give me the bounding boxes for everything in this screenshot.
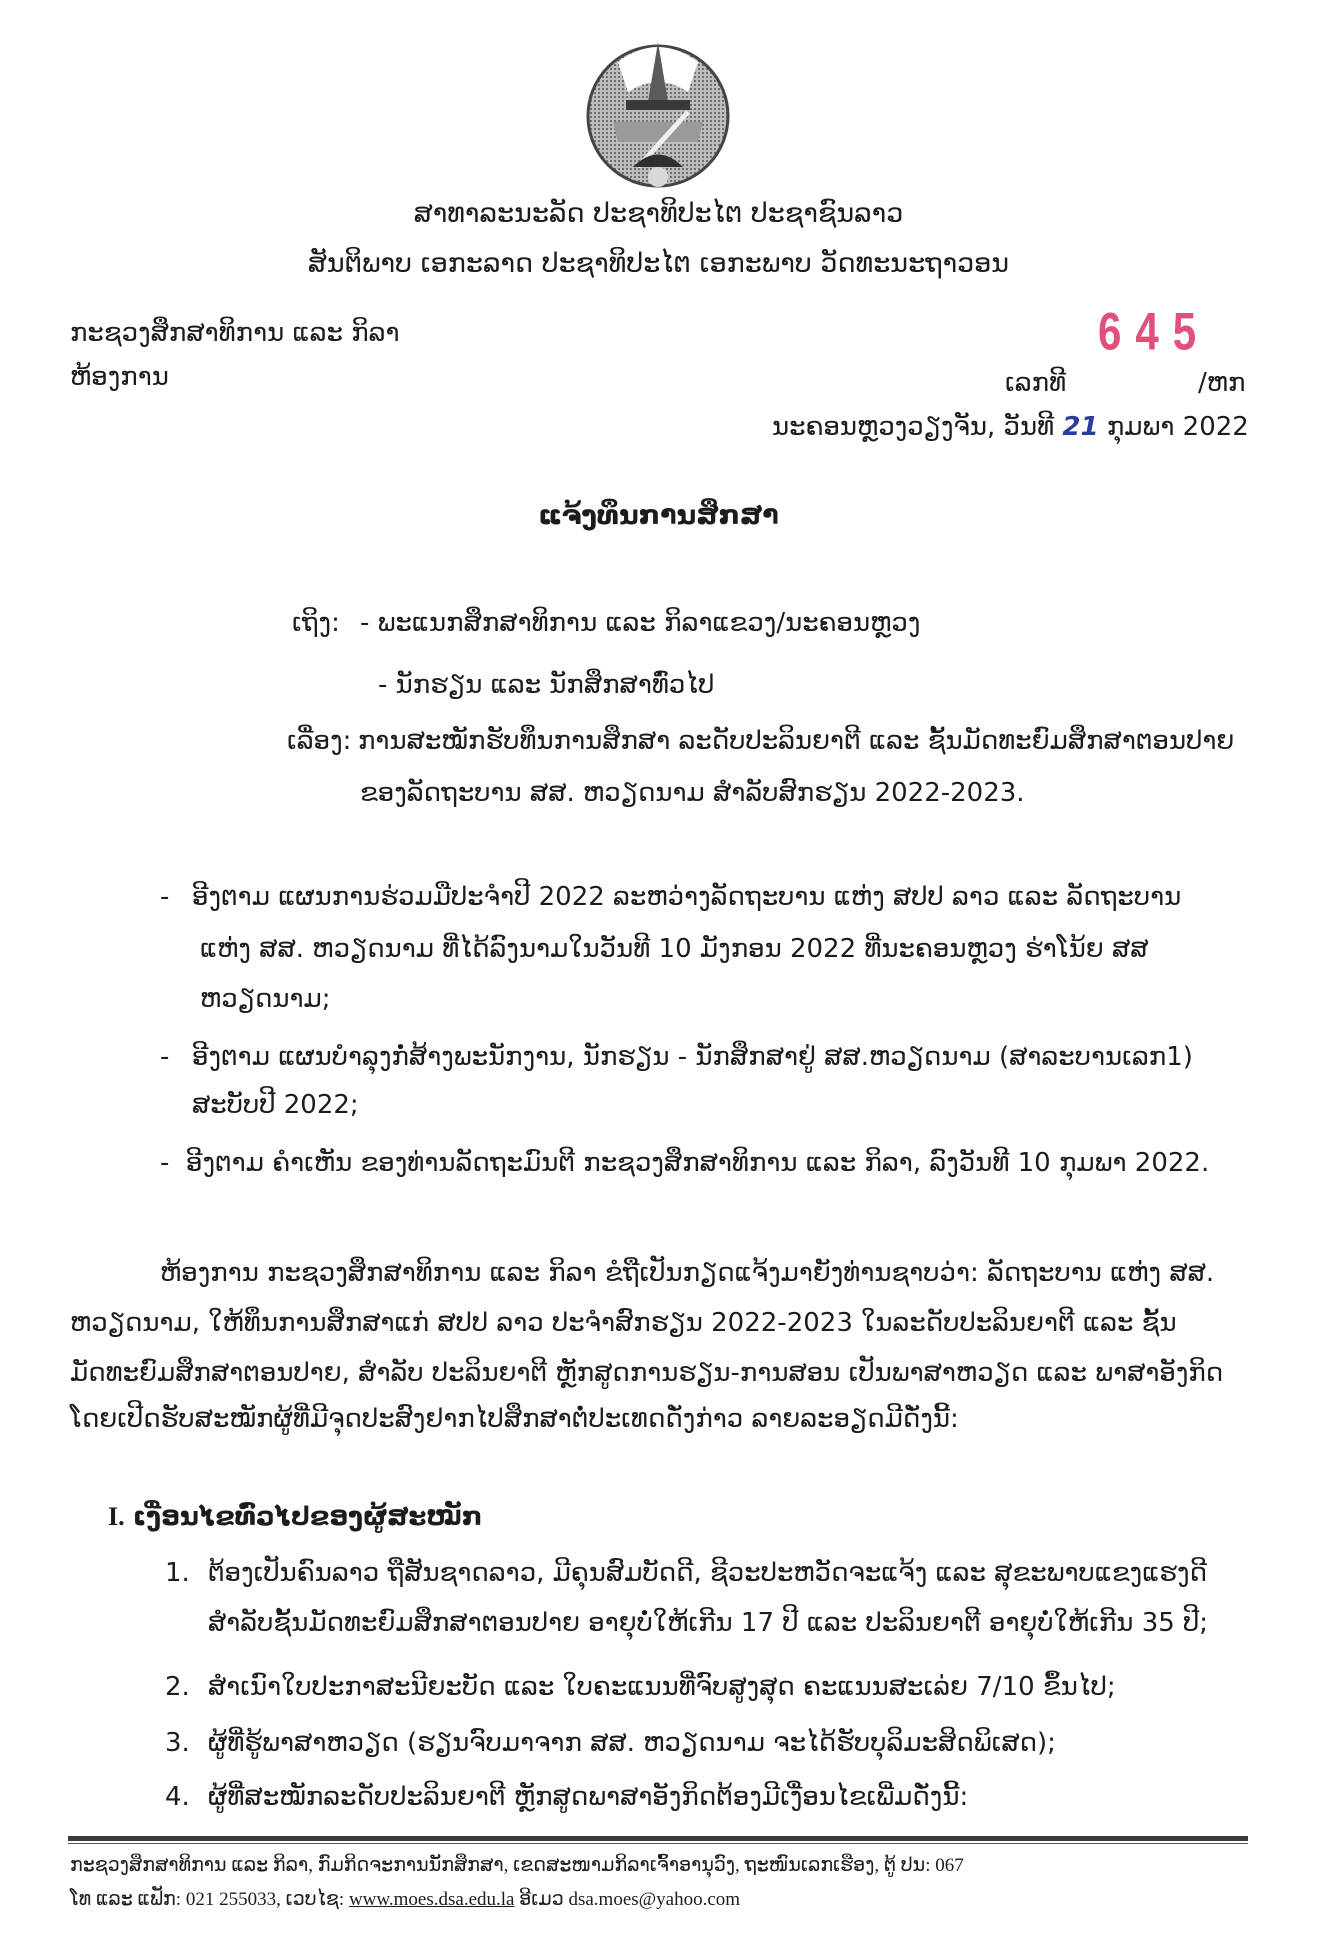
ministry-name: ກະຊວງສຶກສາທິການ ແລະ ກິລາ xyxy=(70,318,400,348)
document-number-stamp: 645 xyxy=(1098,302,1211,361)
list-item-line: ສຳລັບຊັ້ນມັດທະຍົມສຶກສາຕອນປາຍ ອາຍຸບໍ່ໃຫ້ເກີນ 17 ປີ ແລະ ປະລິນຍາຕີ ອາຍຸບໍ່ໃຫ້ເກີນ 35 ປີ; xyxy=(208,1608,1209,1638)
body-paragraph-line: ມັດທະຍົມສຶກສາຕອນປາຍ, ສຳລັບ ປະລິນຍາຕີ ຫຼັກສູດການຮຽນ-ການສອນ ເປັນພາສາຫວຽດ ແລະ ພາສາອັງກິດ xyxy=(70,1358,1224,1388)
body-paragraph-line: ຫ້ອງການ ກະຊວງສຶກສາທິການ ແລະ ກິລາ ຂໍຖືເປັນກຽດແຈ້ງມາຍັງທ່ານຊາບວ່າ: ລັດຖະບານ ແຫ່ງ ສສ. xyxy=(160,1258,1215,1288)
office-name: ຫ້ອງການ xyxy=(70,362,169,392)
to-label: ເຖິງ: xyxy=(292,608,340,638)
document-number-label: ເລກທີ xyxy=(1005,368,1067,398)
list-item-number: 3. xyxy=(165,1728,190,1758)
website-link[interactable]: www.moes.dsa.edu.la xyxy=(348,1889,515,1910)
document-date xyxy=(772,412,1249,442)
addressee-item: - ພະແນກສຶກສາທິການ ແລະ ກິລາແຂວງ/ນະຄອນຫຼວງ xyxy=(360,608,921,638)
email-label: ອີເມວ xyxy=(519,1889,564,1910)
email-address[interactable]: dsa.moes@yahoo.com xyxy=(568,1889,741,1910)
reference-line: ແຫ່ງ ສສ. ຫວຽດນາມ ທີ່ໄດ້ລົງນາມໃນວັນທີ 10 ມັງກອນ 2022 ທີ່ນະຄອນຫຼວງ ຮ່າໂນ້ຍ ສສ xyxy=(200,934,1149,964)
body-paragraph-line: ຫວຽດນາມ, ໃຫ້ທຶນການສຶກສາແກ່ ສປປ ລາວ ປະຈຳສົກຮຽນ 2022-2023 ໃນລະດັບປະລິນຍາຕີ ແລະ ຊັ້ນ xyxy=(70,1308,1177,1338)
document-number-suffix: /ຫກ xyxy=(1198,368,1246,398)
subject-label: ເລື່ອງ: xyxy=(287,726,352,756)
list-item-line: ສຳເນົາໃບປະກາສະນີຍະບັດ ແລະ ໃບຄະແນນທີ່ຈົບສູງສຸດ ຄະແນນສະເລ່ຍ 7/10 ຂຶ້ນໄປ; xyxy=(208,1672,1116,1702)
reference-bullet: - xyxy=(160,1042,170,1072)
lao-national-emblem-icon xyxy=(578,32,738,190)
footer-divider-thin xyxy=(68,1843,1248,1844)
list-item-number: 4. xyxy=(165,1782,190,1812)
date-suffix: ກຸມພາ 2022 xyxy=(1106,412,1249,442)
body-paragraph-line: ໂດຍເປີດຮັບສະໝັກຜູ້ທີ່ມີຈຸດປະສົງຢາກໄປສຶກສາຕໍ່ປະເທດດັ່ງກ່າວ ລາຍລະອຽດມີດັ່ງນີ້: xyxy=(70,1404,959,1434)
document-title: ແຈ້ງທຶນການສຶກສາ xyxy=(538,500,779,531)
state-motto-line: ສັນຕິພາບ ເອກະລາດ ປະຊາທິປະໄຕ ເອກະພາບ ວັດທະນະຖາວອນ xyxy=(307,248,1010,279)
list-item-number: 1. xyxy=(165,1558,190,1588)
footer-contact xyxy=(70,1888,740,1911)
section-numeral: I. xyxy=(108,1502,125,1531)
reference-line: ຫວຽດນາມ; xyxy=(200,984,331,1014)
date-day-handwritten: 21 xyxy=(1062,412,1099,442)
reference-line: ອີງຕາມ ແຜນການຮ່ວມມືປະຈຳປີ 2022 ລະຫວ່າງລັດຖະບານ ແຫ່ງ ສປປ ລາວ ແລະ ລັດຖະບານ xyxy=(192,882,1182,912)
list-item-line: ຜູ້ທີ່ຮູ້ພາສາຫວຽດ (ຮຽນຈົບມາຈາກ ສສ. ຫວຽດນາມ ຈະໄດ້ຮັບບຸລິມະສິດພິເສດ); xyxy=(208,1728,1056,1758)
list-item-number: 2. xyxy=(165,1672,190,1702)
footer-address: ກະຊວງສຶກສາທິການ ແລະ ກິລາ, ກົມກິດຈະການນັກສຶກສາ, ເຂດສະໜາມກິລາເຈົ້າອານຸວົງ, ຖະໜົນເລກເຮືອງ, ຕູ້ ປນ: 067 xyxy=(70,1855,964,1876)
state-name-line: ສາທາລະນະລັດ ປະຊາທິປະໄຕ ປະຊາຊົນລາວ xyxy=(413,198,904,229)
subject-line: ຂອງລັດຖະບານ ສສ. ຫວຽດນາມ ສຳລັບສົກຮຽນ 2022-2023. xyxy=(360,778,1025,808)
reference-line: ອີງຕາມ ຄຳເຫັນ ຂອງທ່ານລັດຖະມົນຕີ ກະຊວງສຶກສາທິການ ແລະ ກິລາ, ລົງວັນທີ 10 ກຸມພາ 2022. xyxy=(186,1148,1210,1178)
date-prefix: ນະຄອນຫຼວງວຽງຈັນ, ວັນທີ xyxy=(772,412,1055,442)
list-item-line: ຜູ້ທີ່ສະໝັກລະດັບປະລິນຍາຕີ ຫຼັກສູດພາສາອັງກິດຕ້ອງມີເງື່ອນໄຂເພີ່ມດັ່ງນີ້: xyxy=(208,1782,969,1812)
subject-line: ການສະໝັກຮັບທຶນການສຶກສາ ລະດັບປະລິນຍາຕີ ແລະ ຊັ້ນມັດທະຍົມສຶກສາຕອນປາຍ xyxy=(358,726,1235,756)
footer-divider xyxy=(68,1836,1248,1841)
list-item-line: ຕ້ອງເປັນຄົນລາວ ຖືສັນຊາດລາວ, ມີຄຸນສົມບັດດີ, ຊີວະປະຫວັດຈະແຈ້ງ ແລະ ສຸຂະພາບແຂງແຮງດີ xyxy=(208,1558,1208,1588)
reference-bullet: - xyxy=(160,1148,170,1178)
section-title: ເງື່ອນໄຂທົ່ວໄປຂອງຜູ້ສະໝັກ xyxy=(132,1502,483,1532)
footer-phone-fax: ໂທ ແລະ ແຟັກ: 021 255033, ເວບໄຊ: xyxy=(70,1889,345,1910)
section-heading xyxy=(108,1502,482,1532)
reference-bullet: - xyxy=(160,882,170,912)
reference-line: ອີງຕາມ ແຜນບຳລຸງກໍ່ສ້າງພະນັກງານ, ນັກຮຽນ - ນັກສຶກສາຢູ່ ສສ.ຫວຽດນາມ (ສາລະບານເລກ1) xyxy=(192,1042,1193,1072)
reference-line: ສະບັບປີ 2022; xyxy=(192,1090,359,1120)
addressee-item: - ນັກຮຽນ ແລະ ນັກສຶກສາທົ່ວໄປ xyxy=(378,670,715,700)
